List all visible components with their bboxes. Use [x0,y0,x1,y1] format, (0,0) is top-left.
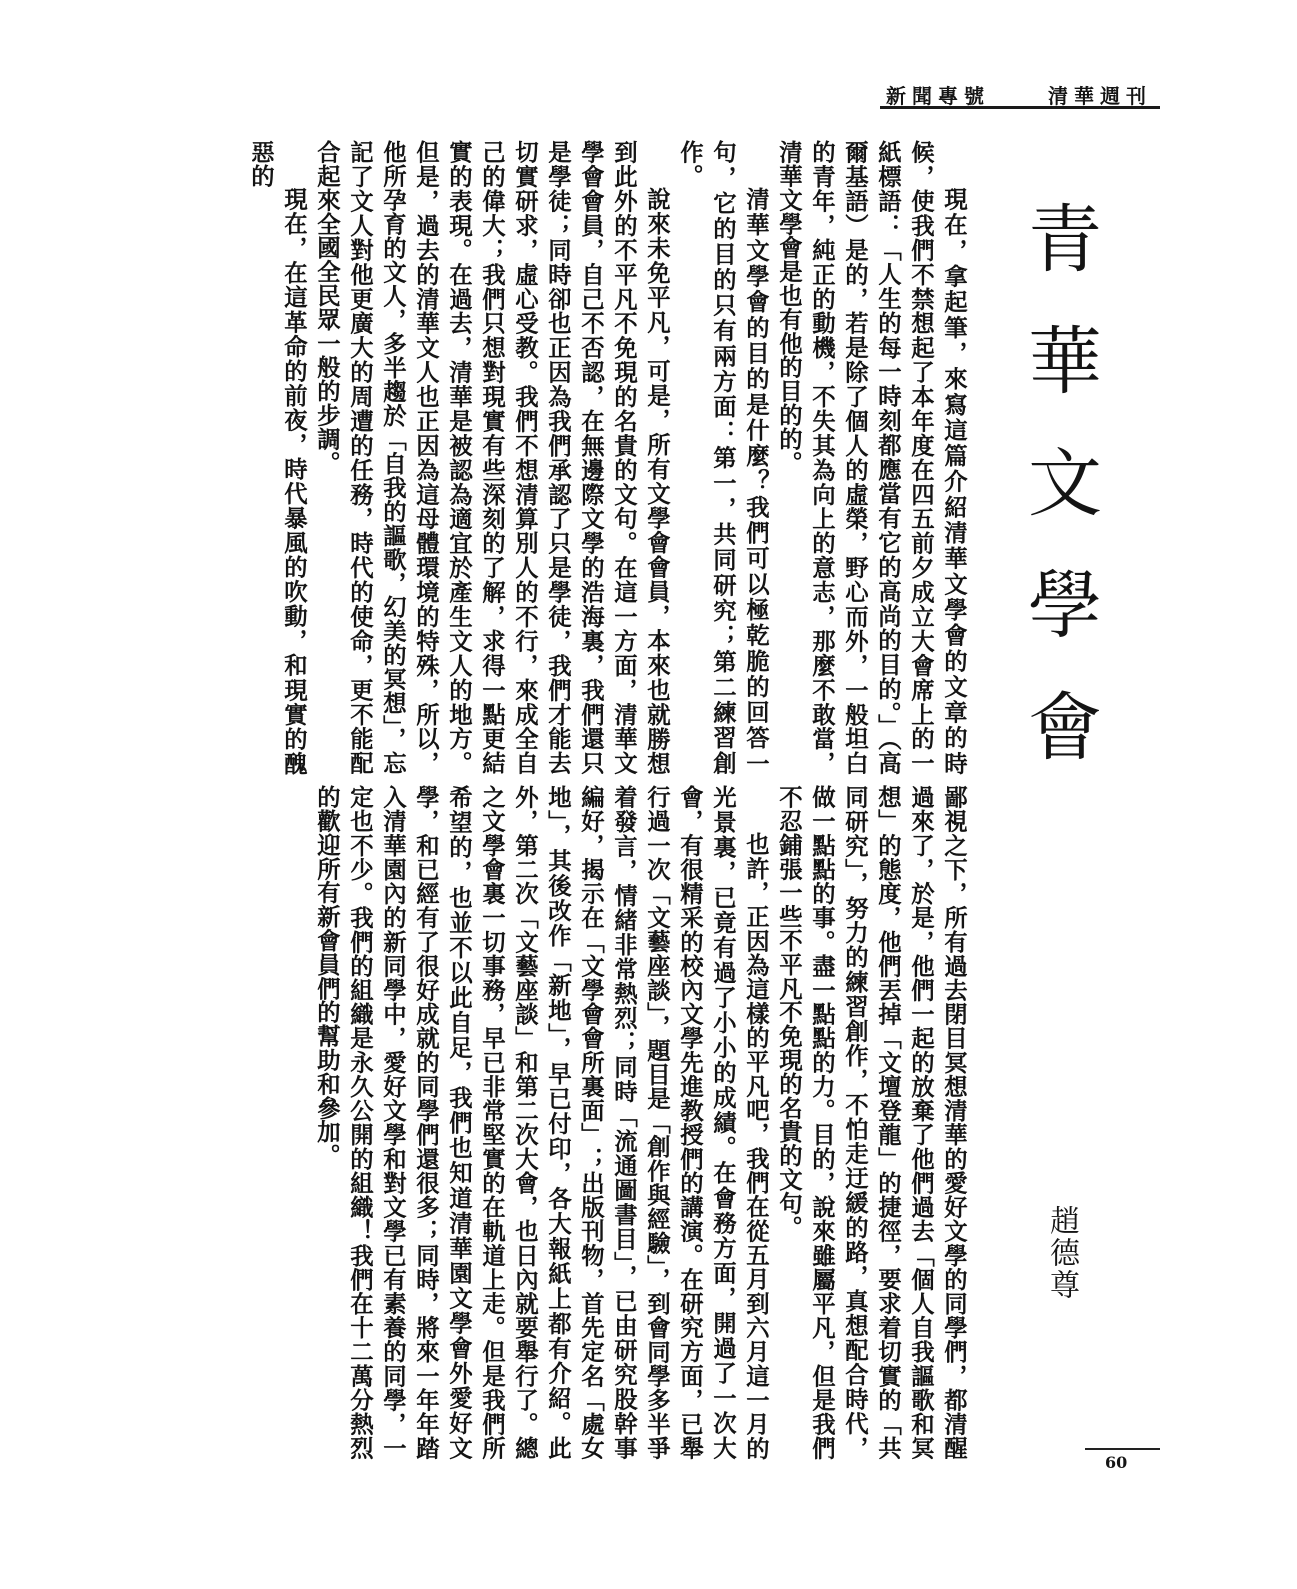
paragraph: 也許，正因為這樣的平凡吧，我們在從五月到六月這一月的光景裏，已竟有過了小小的成績。在會務方面，開過了一次大會，有很精采的校內文學先進教授們的講演。在研究方面，已舉行過一次「文藝座談」，題目是「創作與經驗」，到會同學多半爭着發言，情緒非常熱烈；同時「流通圖書目」，已由研究股幹事編好，揭示在「文學會會所裏面」；出版刊物，首先定名「處女地」，其後改作「新地」，早已付印，各大報紙上都有介紹。此外，第二次「文藝座談」和第二次大會，也日內就要舉行了。總之文學會裏一切事務，早已非常堅實的在軌道上走。但是我們所希望的，也並不以此自足，我們也知道清華園文學會外愛好文學，和已經有了很好成就的同學們還很多；同時，將來一年年踏入清華園內的新同學中，愛好文學和對文學已有素養的同學，一定也不少。我們的組織是永久公開的組織！我們在十二萬分熱烈的歡迎所有新會員們的幫助和參加。 [313,785,770,1460]
page-number: 60 [1105,1453,1128,1472]
article-title: 青華文學會 [1016,200,1102,810]
article-body-upper [140,140,970,775]
paragraph: 清華文學會的目的是什麼？我們可以極乾脆的回答一句，它的目的只有兩方面：第一，共同研究；第二練習創作。 [676,140,770,775]
footer-divider [1085,1448,1160,1450]
paragraph: 鄙視之下，所有過去閉目冥想清華的愛好文學的同學們，都清醒過來了，於是，他們一起的放棄了他們過去「個人自我謳歌和冥想」的態度，他們丟掉「文壇登龍」的捷徑，要求着切實的「共同研究」，努力的練習創作，不怕走迂緩的路，真想配合時代，做一點點的事。盡一點點的力。目的，說來雖屬平凡，但是我們不忍鋪張一些不平凡不免現的名貴的文句。 [775,785,968,1460]
paragraph: 說來未免平凡，可是，所有文學會會員，本來也就勝想到此外的不平凡不免現的名貴的文句。在這一方面，清華文學會會員，自己不否認，在無邊際文學的浩海裏，我們還只是學徒；同時卻也正因為我們承認了只是學徒，我們才能去切實研求，虛心受教。我們不想清算別人的不行，來成全自己的偉大；我們只想對現實有些深刻的了解，求得一點更結實的表現。在過去，清華是被認為適宜於產生文人的地方。但是，過去的清華文人也正因為這母體環境的特殊，所以，他所孕育的文人，多半趨於「自我的謳歌，幻美的冥想」，忘記了文人對他更廣大的周遭的任務，時代的使命，更不能配合起來全國全民眾一般的步調。 [313,140,671,775]
paragraph: 現在，在這革命的前夜，時代暴風的吹動，和現實的醜惡的 [247,140,308,775]
paragraph: 現在，拿起筆，來寫這篇介紹清華文學會的文章的時候，使我們不禁想起了本年度在四五前夕成立大會席上的一紙標語：「人生的每一時刻都應當有它的高尚的目的。」（高爾基語）是的，若是除了個人的虛榮，野心而外，一般坦白的青年，純正的動機，不失其為向上的意志，那麼不敢當，清華文學會是也有他的目的的。 [775,140,968,775]
article-body-lower [140,785,970,1460]
section-name: 新聞專號 [886,84,990,108]
article-author: 趙德尊 [1044,1205,1079,1301]
journal-name: 清華週刊 [1048,84,1152,108]
page-header [880,80,1160,109]
